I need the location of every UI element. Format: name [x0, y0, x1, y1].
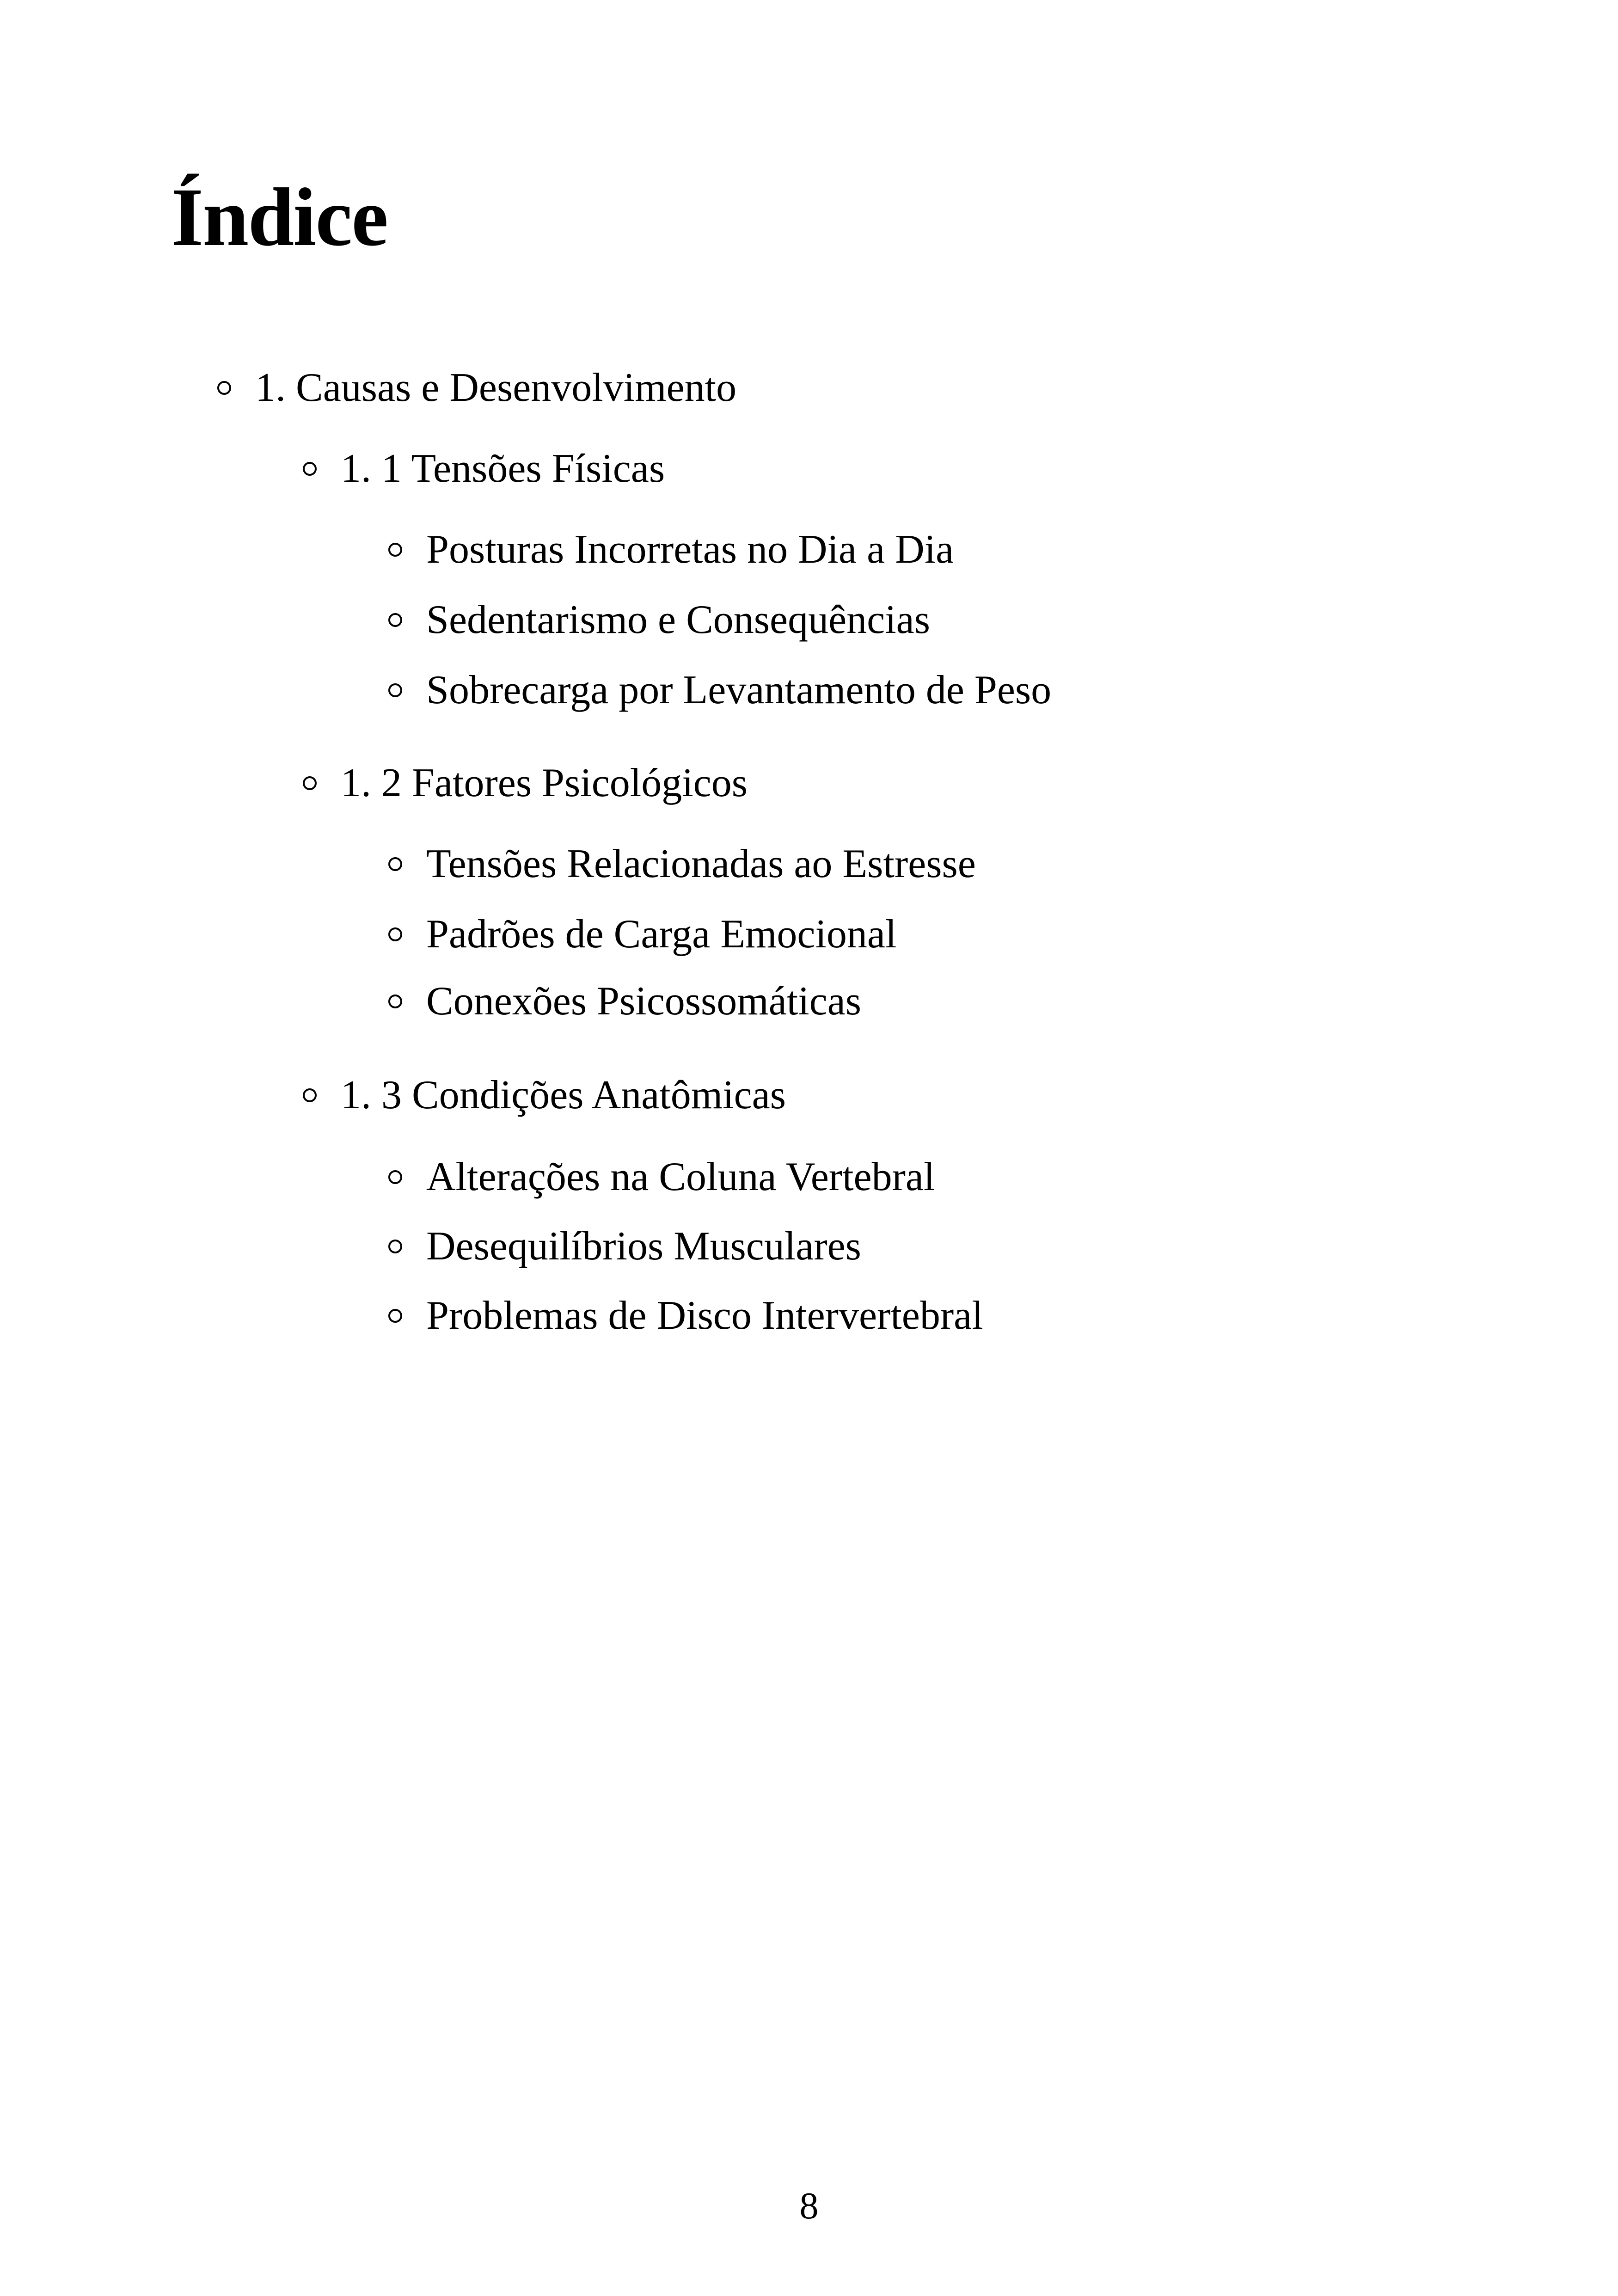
circle-bullet-icon: [388, 683, 402, 697]
toc-subitem[interactable]: [388, 1154, 935, 1199]
toc-section-1-2[interactable]: [303, 763, 748, 804]
toc-entry-label: Desequilíbrios Musculares: [426, 1224, 861, 1269]
circle-bullet-icon: [388, 927, 402, 941]
circle-bullet-icon: [388, 1240, 402, 1253]
circle-bullet-icon: [303, 776, 317, 790]
page-title: Índice: [171, 171, 388, 263]
toc-section-1-3[interactable]: [303, 1075, 786, 1116]
circle-bullet-icon: [388, 857, 402, 871]
toc-section-1-1[interactable]: [303, 448, 665, 489]
circle-bullet-icon: [303, 462, 317, 476]
toc-entry-label: Tensões Relacionadas ao Estresse: [426, 841, 976, 886]
toc-subitem[interactable]: [388, 529, 954, 570]
toc-entry-label: Alterações na Coluna Vertebral: [426, 1154, 935, 1199]
circle-bullet-icon: [388, 1309, 402, 1323]
toc-entry-label: Sedentarismo e Consequências: [426, 597, 930, 642]
toc-entry-label: Problemas de Disco Intervertebral: [426, 1293, 983, 1338]
toc-subitem[interactable]: [388, 914, 896, 955]
toc-entry-label: 1. 3 Condições Anatômicas: [341, 1073, 786, 1117]
circle-bullet-icon: [388, 1170, 402, 1184]
toc-entry-label: Conexões Psicossomáticas: [426, 979, 862, 1024]
toc-subitem[interactable]: [388, 597, 930, 642]
toc-entry-label: 1. 2 Fatores Psicológicos: [341, 761, 748, 805]
toc-subitem[interactable]: [388, 670, 1051, 711]
toc-chapter-1[interactable]: [217, 365, 737, 410]
circle-bullet-icon: [388, 543, 402, 557]
toc-entry-label: Padrões de Carga Emocional: [426, 912, 897, 957]
circle-bullet-icon: [388, 995, 402, 1008]
toc-subitem[interactable]: [388, 981, 861, 1022]
circle-bullet-icon: [303, 1088, 317, 1102]
toc-subitem[interactable]: [388, 841, 976, 886]
toc-entry-label: 1. 1 Tensões Físicas: [341, 446, 665, 491]
toc-entry-label: Sobrecarga por Levantamento de Peso: [426, 668, 1052, 712]
toc-subitem[interactable]: [388, 1226, 861, 1267]
toc-entry-label: 1. Causas e Desenvolvimento: [255, 365, 737, 410]
toc-subitem[interactable]: [388, 1295, 983, 1336]
circle-bullet-icon: [388, 613, 402, 627]
page-number: 8: [799, 2185, 819, 2227]
circle-bullet-icon: [217, 381, 231, 395]
toc-entry-label: Posturas Incorretas no Dia a Dia: [426, 527, 954, 572]
